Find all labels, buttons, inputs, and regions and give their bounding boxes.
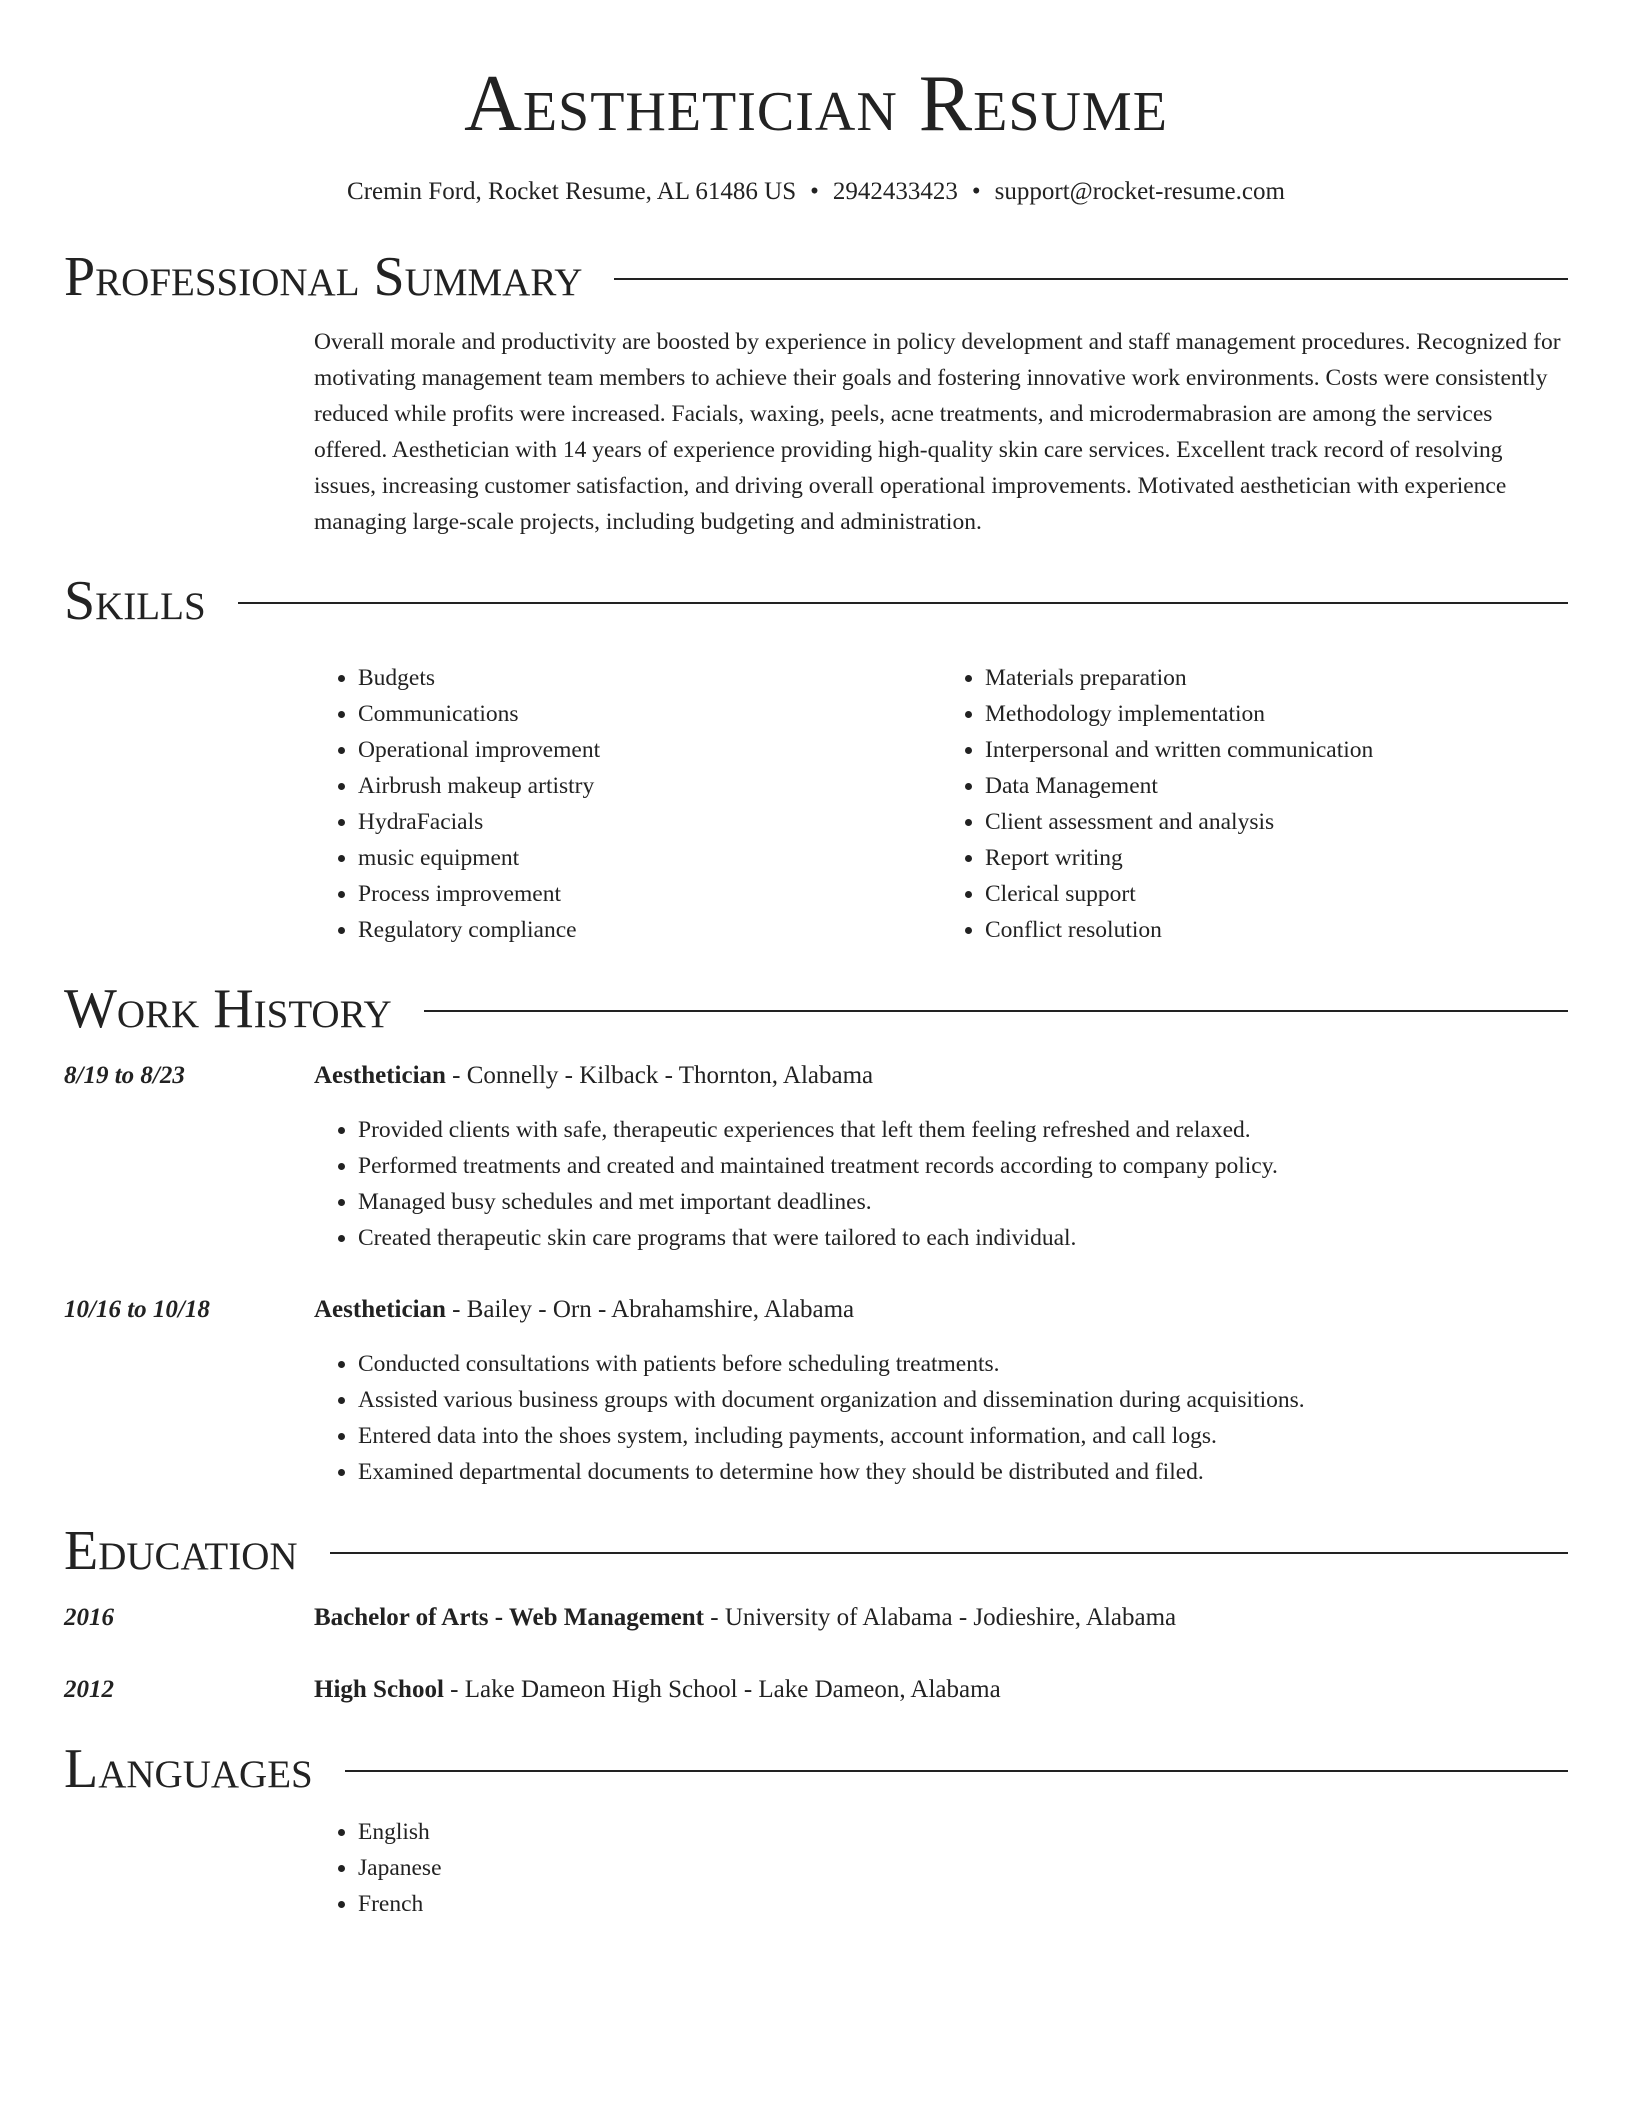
skill-item: • Airbrush makeup artistry xyxy=(358,768,941,804)
skill-item: • Budgets xyxy=(358,660,941,696)
job-heading xyxy=(314,1058,1568,1094)
job-bullet: • Assisted various business groups with document organization and dissemination during acquisitions. xyxy=(358,1382,1568,1418)
skill-item: • HydraFacials xyxy=(358,804,941,840)
summary-body xyxy=(64,324,1568,540)
job-bullet: • Conducted consultations with patients before scheduling treatments. xyxy=(358,1346,1568,1382)
contact-phone: 2942433423 xyxy=(832,178,958,205)
job-employer: - Bailey - Orn - Abrahamshire, Alabama xyxy=(445,1296,855,1323)
job-dates: 8/19 to 8/23 xyxy=(64,1062,185,1089)
section-summary xyxy=(64,246,1568,540)
education-year: 2012 xyxy=(64,1676,114,1703)
section-title-work-history: Work History xyxy=(64,978,392,1040)
section-title-languages: Languages xyxy=(64,1738,313,1800)
job-bullet: • Provided clients with safe, therapeutic experiences that left them feeling refreshed and relaxed. xyxy=(358,1112,1568,1148)
skill-item: • Communications xyxy=(358,696,941,732)
section-divider xyxy=(238,602,1568,604)
section-work-history xyxy=(64,978,1568,1490)
job-bullet: • Managed busy schedules and met important deadlines. xyxy=(358,1184,1568,1220)
language-item: • French xyxy=(358,1886,1568,1922)
skills-body xyxy=(64,650,1568,948)
section-education xyxy=(64,1520,1568,1708)
job-dates: 10/16 to 10/18 xyxy=(64,1296,210,1323)
skill-item: • Clerical support xyxy=(985,876,1568,912)
contact-line xyxy=(64,176,1568,208)
job-bullets xyxy=(314,1346,1568,1490)
contact-separator: • xyxy=(810,178,819,205)
job-entry xyxy=(64,1292,1568,1490)
job-role: Aesthetician xyxy=(314,1296,446,1323)
contact-separator: • xyxy=(971,178,981,205)
section-divider xyxy=(614,278,1568,280)
education-degree: High School xyxy=(314,1676,444,1703)
job-details xyxy=(314,1058,1568,1256)
languages-body xyxy=(64,1814,1568,1922)
skill-item: • Process improvement xyxy=(358,876,941,912)
education-degree: Bachelor of Arts - Web Management xyxy=(314,1604,705,1631)
job-entry xyxy=(64,1058,1568,1256)
skills-list-right xyxy=(941,660,1568,948)
education-entry xyxy=(64,1600,1568,1636)
job-bullet: • Entered data into the shoes system, including payments, account information, and call logs. xyxy=(358,1418,1568,1454)
section-header xyxy=(64,570,1568,632)
job-heading xyxy=(314,1292,1568,1328)
section-divider xyxy=(330,1552,1568,1554)
skill-item: • Data Management xyxy=(985,768,1568,804)
education-school: - University of Alabama - Jodieshire, Alabama xyxy=(704,1604,1177,1631)
skill-item: • Client assessment and analysis xyxy=(985,804,1568,840)
job-bullet: • Examined departmental documents to determine how they should be distributed and filed. xyxy=(358,1454,1568,1490)
skill-item: • Report writing xyxy=(985,840,1568,876)
education-details xyxy=(314,1600,1568,1636)
job-bullet: • Created therapeutic skin care programs that were tailored to each individual. xyxy=(358,1220,1568,1256)
languages-list xyxy=(314,1814,1568,1922)
contact-address: Cremin Ford, Rocket Resume, AL 61486 US xyxy=(347,178,797,205)
job-employer: - Connelly - Kilback - Thornton, Alabama xyxy=(445,1062,874,1089)
skill-item: • Materials preparation xyxy=(985,660,1568,696)
skill-item: • Methodology implementation xyxy=(985,696,1568,732)
language-item: • Japanese xyxy=(358,1850,1568,1886)
section-title-skills: Skills xyxy=(64,570,206,632)
education-details xyxy=(314,1672,1568,1708)
skill-item: • Conflict resolution xyxy=(985,912,1568,948)
education-entry xyxy=(64,1672,1568,1708)
job-bullet: • Performed treatments and created and maintained treatment records according to company policy. xyxy=(358,1148,1568,1184)
summary-text: Overall morale and productivity are boosted by experience in policy development and staff management procedures. Recognized for motivating management team members to achieve their goals and fostering innovative work environments. Costs were consistently reduced while profits were increased. Facials, waxing, peels, acne treatments, and microdermabrasion are among the services offered. Aesthetician with 14 years of experience providing high-quality skin care services. Excellent track record of resolving issues, increasing customer satisfaction, and driving overall operational improvements. Motivated aesthetician with experience managing large-scale projects, including budgeting and administration. xyxy=(314,329,1561,535)
language-item: • English xyxy=(358,1814,1568,1850)
section-title-summary: Professional Summary xyxy=(64,246,583,308)
section-languages xyxy=(64,1738,1568,1922)
job-bullets xyxy=(314,1112,1568,1256)
section-skills xyxy=(64,570,1568,948)
skill-item: • Regulatory compliance xyxy=(358,912,941,948)
job-details xyxy=(314,1292,1568,1490)
skills-list-left xyxy=(314,660,941,948)
education-school: - Lake Dameon High School - Lake Dameon, Alabama xyxy=(443,1676,1001,1703)
contact-email: support@rocket-resume.com xyxy=(994,178,1285,205)
section-header xyxy=(64,246,1568,308)
skill-item: • music equipment xyxy=(358,840,941,876)
resume-title: Aesthetician Resume xyxy=(464,60,1168,148)
section-divider xyxy=(345,1770,1568,1772)
job-role: Aesthetician xyxy=(314,1062,446,1089)
section-title-education: Education xyxy=(64,1520,298,1582)
section-divider xyxy=(424,1010,1568,1012)
section-header xyxy=(64,978,1568,1040)
skill-item: • Interpersonal and written communication xyxy=(985,732,1568,768)
section-header xyxy=(64,1738,1568,1800)
education-year: 2016 xyxy=(64,1604,114,1631)
section-header xyxy=(64,1520,1568,1582)
skill-item: • Operational improvement xyxy=(358,732,941,768)
